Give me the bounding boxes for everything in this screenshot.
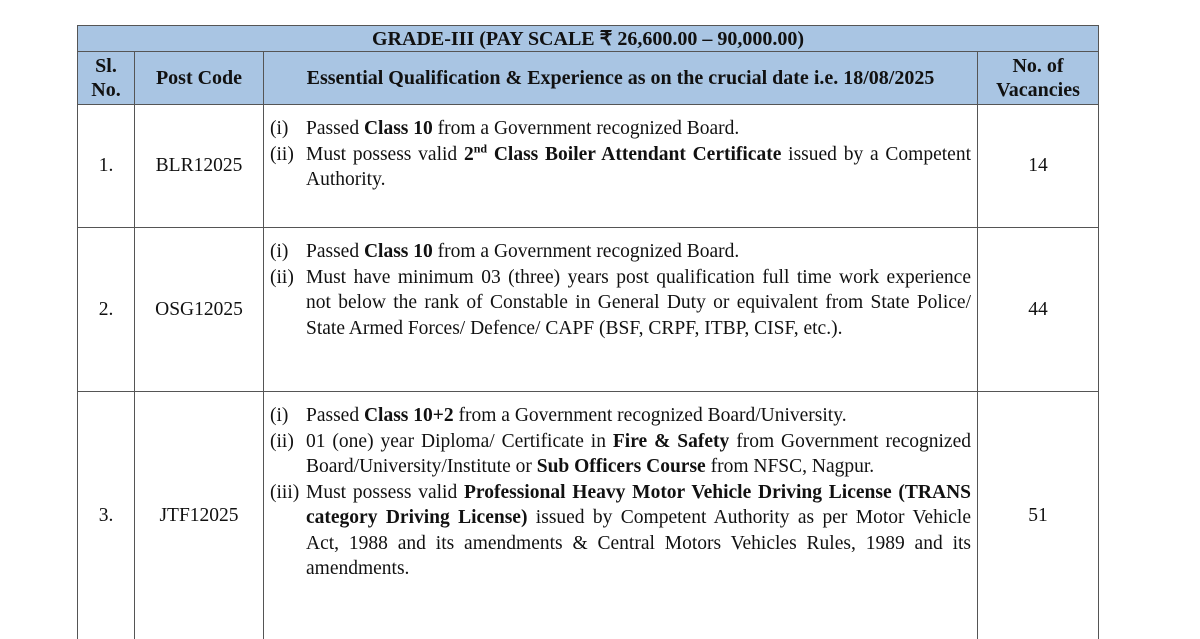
post-code-cell: JTF12025	[135, 392, 264, 639]
sl-no-cell: 3.	[78, 392, 135, 639]
qualification-cell	[264, 105, 978, 228]
vacancies-cell: 14	[978, 105, 1099, 228]
header-qualification: Essential Qualification & Experience as on the crucial date i.e. 18/08/2025	[264, 52, 978, 105]
qualification-item	[270, 239, 971, 265]
qualification-cell	[264, 228, 978, 392]
post-code-cell: OSG12025	[135, 228, 264, 392]
qualification-item	[270, 429, 971, 480]
grade-title: GRADE-III (PAY SCALE ₹ 26,600.00 – 90,000.00)	[78, 26, 1099, 52]
item-text: 01 (one) year Diploma/ Certificate in Fire & Safety from Government recognized Board/University/Institute or Sub Officers Course from NFSC, Nagpur.	[306, 429, 971, 480]
post-code-cell: BLR12025	[135, 105, 264, 228]
table-row	[78, 105, 1099, 228]
item-number: (i)	[270, 239, 306, 265]
qualification-item	[270, 116, 971, 142]
sl-no-cell: 2.	[78, 228, 135, 392]
item-number: (ii)	[270, 429, 306, 480]
header-sl-line1: Sl.	[95, 55, 117, 77]
sl-no-cell: 1.	[78, 105, 135, 228]
item-number: (i)	[270, 116, 306, 142]
item-number: (ii)	[270, 265, 306, 342]
item-text: Passed Class 10 from a Government recognized Board.	[306, 239, 971, 265]
header-post-code: Post Code	[135, 52, 264, 105]
qualification-item	[270, 480, 971, 582]
item-text: Must possess valid Professional Heavy Motor Vehicle Driving License (TRANS category Driving License) issued by Competent Authority as per Motor Vehicle Act, 1988 and its amendments & Central Motors Vehicles Rules, 1989 and its amendments.	[306, 480, 971, 582]
header-row	[78, 52, 1099, 105]
item-number: (ii)	[270, 142, 306, 193]
header-vac-line2: Vacancies	[996, 79, 1080, 101]
item-text: Passed Class 10 from a Government recognized Board.	[306, 116, 971, 142]
qualification-item	[270, 403, 971, 429]
qualification-item	[270, 142, 971, 193]
vacancies-cell: 51	[978, 392, 1099, 639]
qualification-cell	[264, 392, 978, 639]
item-number: (iii)	[270, 480, 306, 582]
grade-iii-table	[77, 25, 1099, 639]
grade-title-row	[78, 26, 1099, 52]
header-vacancies	[978, 52, 1099, 105]
table-row	[78, 392, 1099, 639]
header-sl-no	[78, 52, 135, 105]
item-text: Must possess valid 2nd Class Boiler Attendant Certificate issued by a Competent Authority.	[306, 142, 971, 193]
item-number: (i)	[270, 403, 306, 429]
item-text: Must have minimum 03 (three) years post qualification full time work experience not below the rank of Constable in General Duty or equivalent from State Police/ State Armed Forces/ Defence/ CAPF (BSF, CRPF, ITBP, CISF, etc.).	[306, 265, 971, 342]
table-row	[78, 228, 1099, 392]
header-vac-line1: No. of	[1012, 55, 1063, 77]
item-text: Passed Class 10+2 from a Government recognized Board/University.	[306, 403, 971, 429]
recruitment-table-container	[77, 25, 1098, 639]
vacancies-cell: 44	[978, 228, 1099, 392]
header-sl-line2: No.	[91, 79, 120, 101]
qualification-item	[270, 265, 971, 342]
